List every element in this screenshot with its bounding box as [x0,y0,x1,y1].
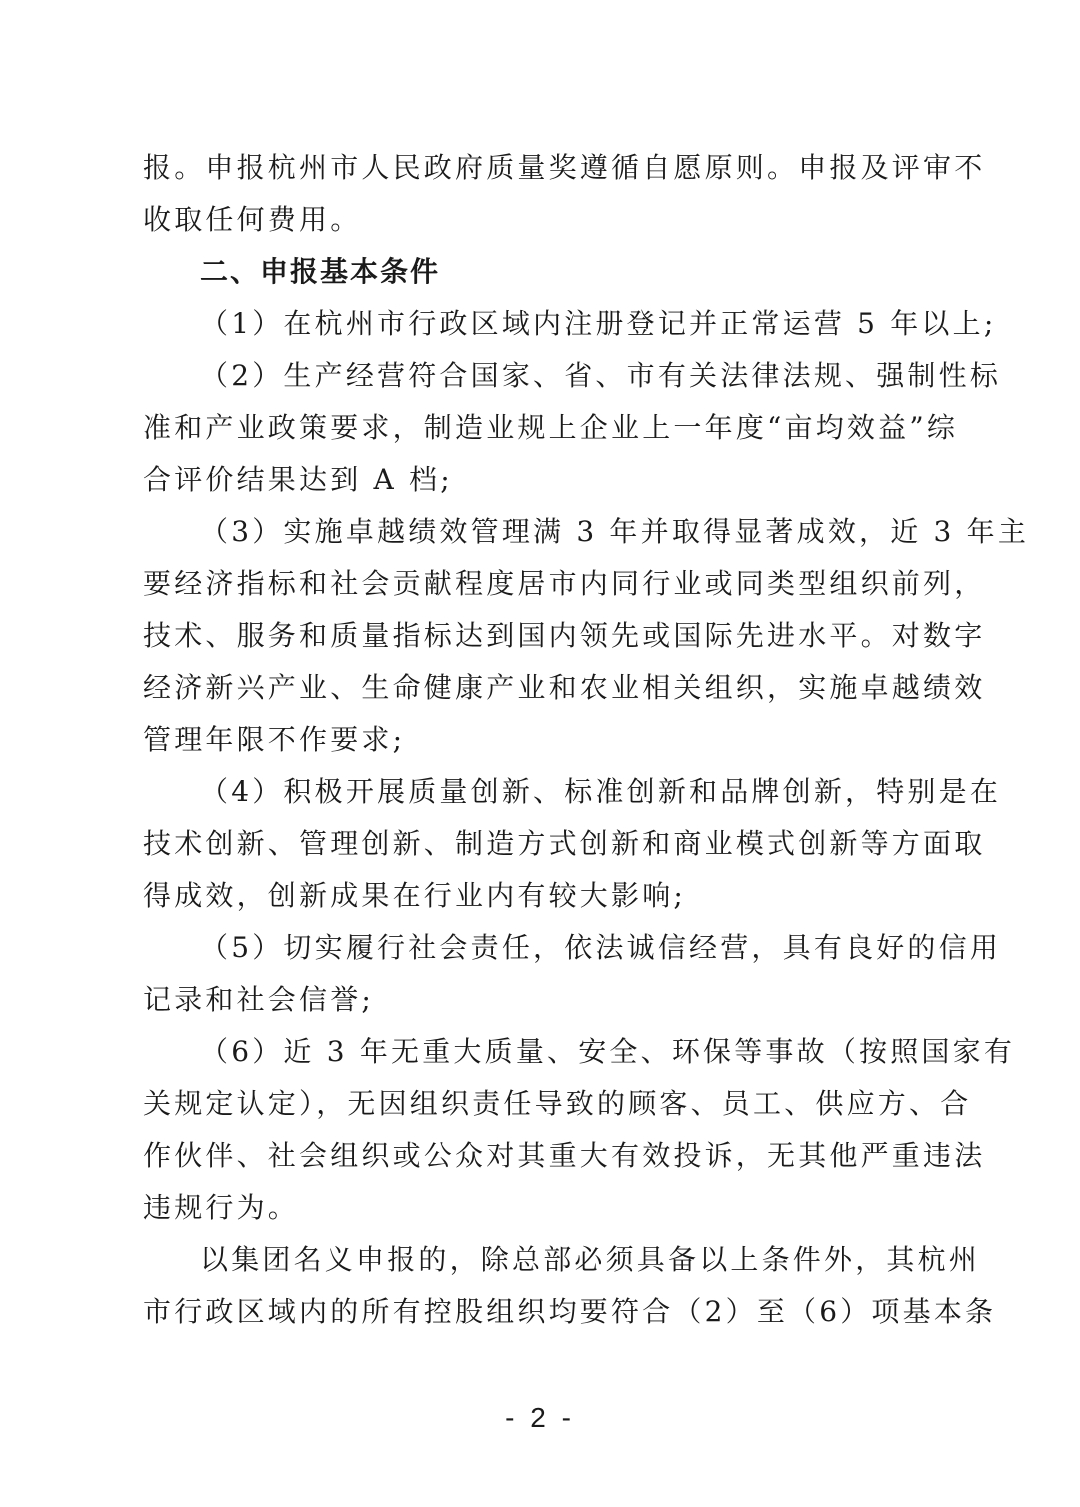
paragraph-line: 作伙伴、社会组织或公众对其重大有效投诉，无其他严重违法 [143,1139,986,1172]
paragraph-line: 经济新兴产业、生命健康产业和农业相关组织，实施卓越绩效 [143,671,986,704]
section-heading: 二、申报基本条件 [200,255,441,288]
condition-item-5: （5）切实履行社会责任，依法诚信经营，具有良好的信用 [200,931,1002,964]
page-number: - 2 - [505,1402,575,1433]
paragraph-line: 市行政区域内的所有控股组织均要符合（2）至（6）项基本条 [143,1295,997,1328]
paragraph-line: 技术、服务和质量指标达到国内领先或国际先进水平。对数字 [143,619,986,652]
paragraph-line: 收取任何费用。 [143,203,362,236]
paragraph-line: 合评价结果达到 A 档; [143,463,453,496]
paragraph-line: 管理年限不作要求; [143,723,406,756]
paragraph-line: 准和产业政策要求，制造业规上企业上一年度“亩均效益”综 [143,411,959,444]
paragraph-line: 技术创新、管理创新、制造方式创新和商业模式创新等方面取 [143,827,986,860]
condition-item-1: （1）在杭州市行政区域内注册登记并正常运营 5 年以上; [200,307,997,340]
paragraph-line: 得成效，创新成果在行业内有较大影响; [143,879,687,912]
paragraph-line: 记录和社会信誉; [143,983,375,1016]
paragraph-line: 关规定认定），无因组织责任导致的顾客、员工、供应方、合 [143,1087,972,1120]
condition-item-2: （2）生产经营符合国家、省、市有关法律法规、强制性标 [200,359,1002,392]
paragraph-line: 违规行为。 [143,1191,300,1224]
paragraph-line: 要经济指标和社会贡献程度居市内同行业或同类型组织前列， [143,567,986,600]
condition-item-4: （4）积极开展质量创新、标准创新和品牌创新，特别是在 [200,775,1002,808]
paragraph-line: 报。申报杭州市人民政府质量奖遵循自愿原则。申报及评审不 [143,151,986,184]
condition-item-3: （3）实施卓越绩效管理满 3 年并取得显著成效，近 3 年主 [200,515,1030,548]
condition-item-6: （6）近 3 年无重大质量、安全、环保等事故（按照国家有 [200,1035,1016,1068]
group-application-paragraph: 以集团名义申报的，除总部必须具备以上条件外，其杭州 [200,1243,981,1276]
